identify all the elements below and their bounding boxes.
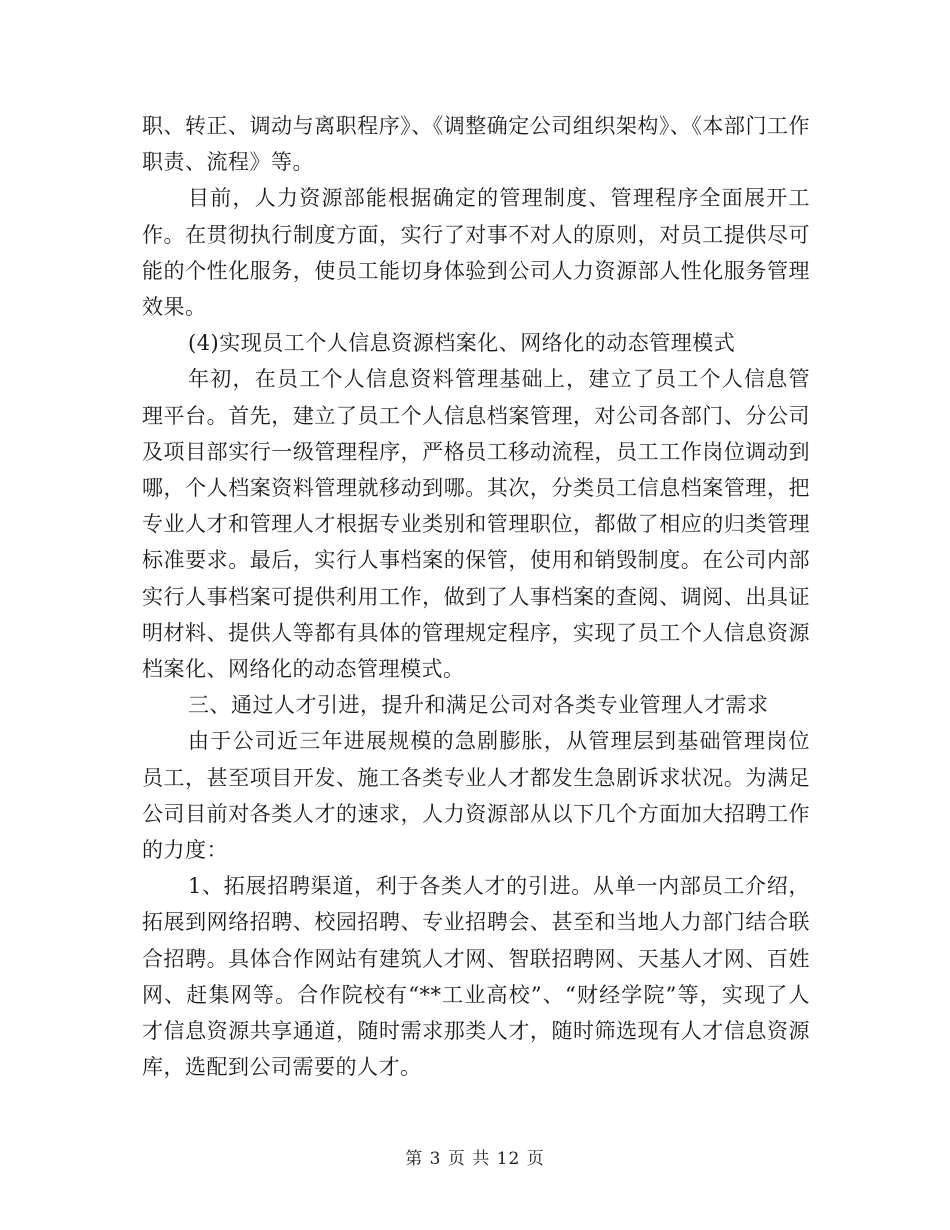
document-body [142,108,810,1085]
paragraph-5: 1、拓展招聘渠道，利于各类人才的引进。从单一内部员工介绍，拓展到网络招聘、校园招聘、专业招聘会、甚至和当地人力部门结合联合招聘。具体合作网站有建筑人才网、智联招聘网、天基人才网、百姓网、赶集网等。合作院校有“**工业高校”、“财经学院”等，实现了人才信息资源共享通道，随时需求那类人才，随时筛选现有人才信息资源库，选配到公司需要的人才。 [142,874,810,1080]
paragraph-1: 职、转正、调动与离职程序》、《调整确定公司组织架构》、《本部门工作职责、流程》等。 [142,114,810,175]
paragraph-4: 由于公司近三年进展规模的急剧膨胀，从管理层到基础管理岗位员工，甚至项目开发、施工各类专业人才都发生急剧诉求状况。为满足公司目前对各类人才的速求，人力资源部从以下几个方面加大招聘工作的力度： [142,729,810,863]
section-heading-3: 三、通过人才引进，提升和满足公司对各类专业管理人才需求 [188,693,769,718]
section-heading-4: (4)实现员工个人信息资源档案化、网络化的动态管理模式 [188,331,736,356]
page-footer: 第 3 页 共 12 页 [405,1149,545,1169]
paragraph-3: 年初，在员工个人信息资料管理基础上，建立了员工个人信息管理平台。首先，建立了员工个人信息档案管理，对公司各部门、分公司及项目部实行一级管理程序，严格员工移动流程，员工工作岗位调动到哪，个人档案资料管理就移动到哪。其次，分类员工信息档案管理，把专业人才和管理人才根据专业类别和管理职位，都做了相应的归类管理标准要求。最后，实行人事档案的保管，使用和销毁制度。在公司内部实行人事档案可提供利用工作，做到了人事档案的查阅、调阅、出具证明材料、提供人等都有具体的管理规定程序，实现了员工个人信息资源档案化、网络化的动态管理模式。 [142,367,810,682]
paragraph-2: 目前，人力资源部能根据确定的管理制度、管理程序全面展开工作。在贯彻执行制度方面，实行了对事不对人的原则，对员工提供尽可能的个性化服务，使员工能切身体验到公司人力资源部人性化服务管理效果。 [142,186,810,320]
